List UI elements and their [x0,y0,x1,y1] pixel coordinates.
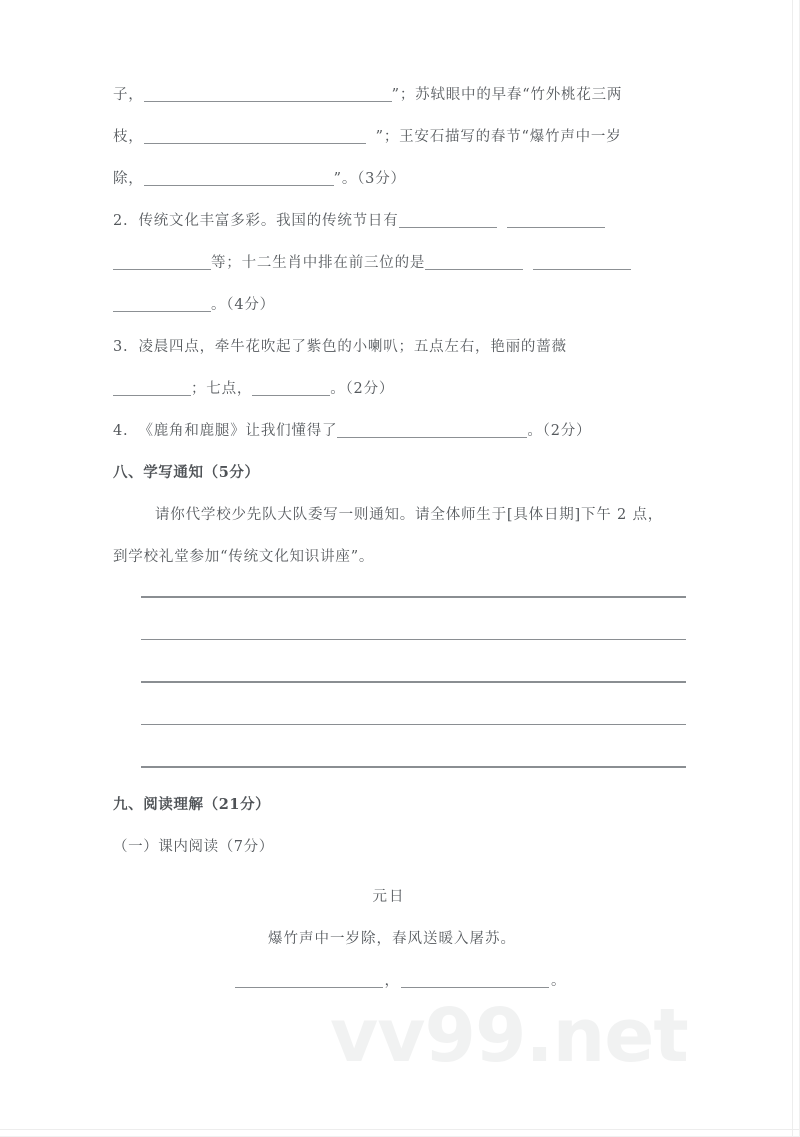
section-nine-heading: 九、阅读理解（21分） [113,795,271,813]
question-1-line-1 [113,74,691,116]
answer-rule-line[interactable] [141,681,686,683]
answer-blank[interactable] [507,213,605,228]
answer-blank[interactable] [113,297,211,312]
answer-blank[interactable] [533,255,631,270]
scan-edge-bottom [0,1129,800,1130]
question-4 [113,410,691,452]
section-eight-prompt-line-2: 到学校礼堂参加“传统文化知识讲座”。 [113,549,375,565]
q3-number: 3. [113,339,129,355]
answer-blank[interactable] [399,213,497,228]
section-eight-prompt-line-1: 请你代学校少先队大队委写一则通知。请全体师生于[具体日期]下午 2 点， [155,507,664,523]
q2-text-c: 。（4分） [211,297,275,313]
question-2-line-3 [113,284,691,326]
q1-line1-prefix: 子， [113,87,144,103]
answer-rule-line[interactable] [141,724,686,726]
answer-blank[interactable] [235,973,383,988]
section-nine-subheading: （一）课内阅读（7分） [113,838,274,855]
spacer [113,868,691,876]
question-1-line-3 [113,158,691,200]
question-3-line-2 [113,368,691,410]
answer-blank[interactable] [113,255,211,270]
answer-blank[interactable] [144,129,366,144]
answer-blank[interactable] [425,255,523,270]
answer-blank[interactable] [144,87,392,102]
q3-text-c: 。（2分） [330,381,395,397]
q4-text-a: 《鹿角和鹿腿》让我们懂得了 [138,423,338,439]
spacer [113,768,691,784]
q1-line2-suffix: ”；王安石描写的春节“爆竹声中一岁 [375,129,622,145]
q2-text-b: 等；十二生肖中排在前三位的是 [211,255,426,271]
answer-blank[interactable] [113,381,191,396]
notice-answer-area [113,596,691,768]
poem-punct-period: 。 [551,972,566,989]
answer-blank[interactable] [337,423,527,438]
question-1-line-2 [113,116,691,158]
poem-punct-comma: ， [384,972,399,989]
section-eight-heading: 八、学写通知（5分） [113,464,260,481]
q4-number: 4. [113,423,129,439]
scan-edge-right [792,0,793,1137]
question-2-line-1 [113,200,691,242]
q1-line3-prefix: 除， [113,171,144,187]
poem-line-1: 爆竹声中一岁除，春风送暖入屠苏。 [268,930,516,947]
q1-line1-suffix: ”；苏轼眼中的早春“竹外桃花三两 [391,87,623,103]
poem-title: 元日 [372,888,406,905]
answer-rule-line[interactable] [141,596,686,598]
answer-rule-line[interactable] [141,639,686,641]
q4-text-b: 。（2分） [527,423,592,439]
q2-number: 2. [113,213,129,229]
page-content [113,74,691,1002]
answer-blank[interactable] [401,973,549,988]
q3-text-b: ；七点， [191,381,253,397]
question-3-line-1 [113,326,691,368]
site-watermark: vv99.net [330,993,688,1079]
q1-line2-prefix: 枝， [113,129,144,145]
answer-blank[interactable] [144,171,334,186]
q1-line3-suffix: ”。（3分） [333,171,406,187]
answer-blank[interactable] [252,381,330,396]
question-2-line-2 [113,242,691,284]
q2-text-a: 传统文化丰富多彩。我国的传统节日有 [138,213,399,229]
q3-text-a: 凌晨四点，牵牛花吹起了紫色的小喇叭；五点左右，艳丽的蔷薇 [138,339,567,355]
